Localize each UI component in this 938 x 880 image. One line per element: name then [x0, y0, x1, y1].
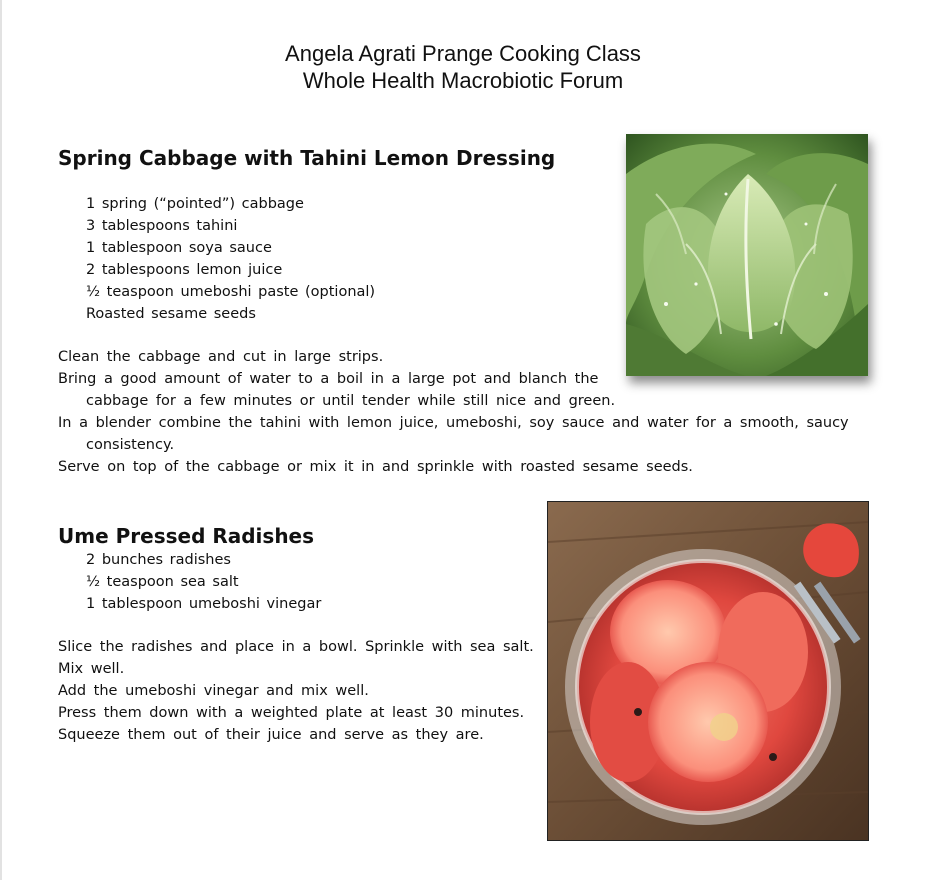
recipe-title-cabbage: Spring Cabbage with Tahini Lemon Dressing [58, 146, 556, 170]
ingredient-item: 2 bunches radishes [86, 552, 231, 568]
page-edge [0, 0, 2, 880]
instruction-step: Clean the cabbage and cut in large strips. [58, 349, 384, 365]
header-class-name: Angela Agrati Prange Cooking Class [285, 41, 641, 66]
ingredient-item: ½ teaspoon sea salt [86, 574, 239, 590]
instruction-step: Squeeze them out of their juice and serve as they are. [58, 727, 484, 743]
ingredient-list-cabbage [86, 193, 375, 325]
ingredient-item: Roasted sesame seeds [86, 306, 256, 322]
instruction-step: Slice the radishes and place in a bowl. Sprinkle with sea salt. [58, 639, 534, 655]
page-header [0, 40, 926, 94]
pressed-radishes-jar-photo [547, 501, 869, 841]
instruction-step: Mix well. [58, 661, 125, 677]
spring-cabbage-photo [626, 134, 868, 376]
recipe-title-radishes: Ume Pressed Radishes [58, 524, 315, 548]
ingredient-item: 1 tablespoon umeboshi vinegar [86, 596, 322, 612]
instruction-step: Press them down with a weighted plate at least 30 minutes. [58, 705, 525, 721]
instruction-step: In a blender combine the tahini with lemon juice, umeboshi, soy sauce and water for a smooth, saucy consistency. [58, 415, 849, 453]
ingredient-item: 3 tablespoons tahini [86, 218, 238, 234]
ingredient-item: ½ teaspoon umeboshi paste (optional) [86, 284, 376, 300]
instructions-radishes [58, 636, 538, 746]
ingredient-list-radishes [86, 549, 321, 615]
instruction-step: Serve on top of the cabbage or mix it in and sprinkle with roasted sesame seeds. [58, 459, 693, 475]
header-forum-name: Whole Health Macrobiotic Forum [302, 68, 624, 93]
ingredient-item: 2 tablespoons lemon juice [86, 262, 283, 278]
instruction-step: Add the umeboshi vinegar and mix well. [58, 683, 369, 699]
instruction-step: Bring a good amount of water to a boil in a large pot and blanch the cabbage for a few minutes or until tender while still nice and green. [58, 371, 616, 409]
ingredient-item: 1 spring (“pointed”) cabbage [86, 196, 304, 212]
ingredient-item: 1 tablespoon soya sauce [86, 240, 272, 256]
